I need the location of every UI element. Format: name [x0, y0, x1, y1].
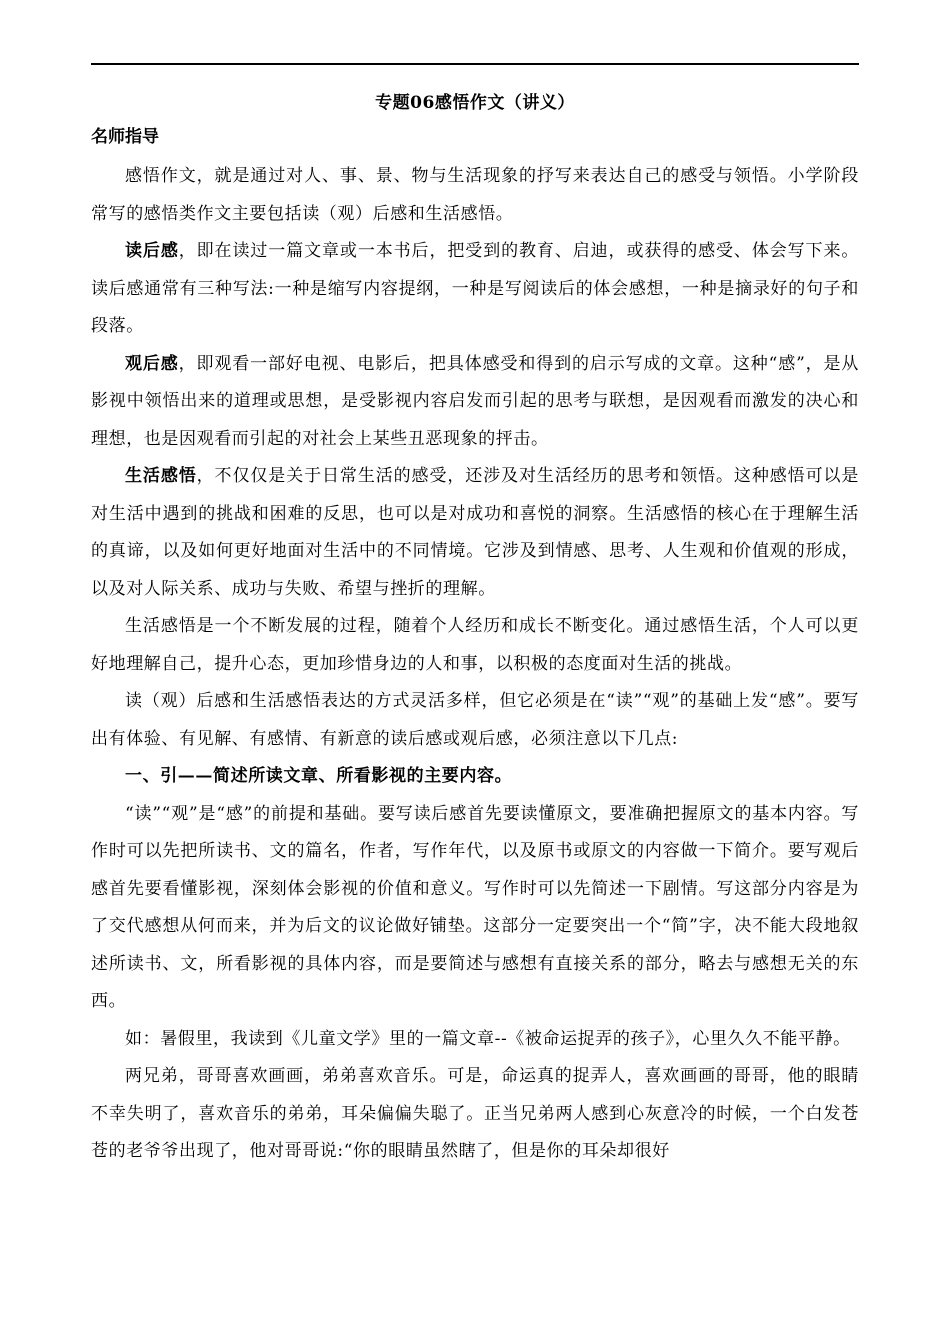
section-label: 名师指导	[91, 127, 159, 147]
paragraph-text: 如：暑假里，我读到《儿童文学》里的一篇文章--《被命运捉弄的孩子》，心里久久不能平静。	[125, 1028, 851, 1049]
term-label: 观后感	[125, 353, 179, 374]
paragraph-expression	[91, 683, 859, 758]
document-title: 专题06感悟作文（讲义）	[375, 93, 575, 113]
term-label: 读后感	[125, 241, 179, 261]
paragraph-intro	[91, 158, 859, 233]
subheading-summary	[91, 758, 859, 796]
header-rule	[91, 63, 859, 65]
paragraph-life-insight	[91, 458, 859, 608]
paragraph-text: ，即在读过一篇文章或一本书后，把受到的教育、启迪，或获得的感受、体会写下来。读后感通常有三种写法:一种是缩写内容提纲，一种是写阅读后的体会感想，一种是摘录好的句子和段落。	[91, 241, 859, 336]
paragraph-text: ，即观看一部好电视、电影后，把具体感受和得到的启示写成的文章。这种“感”，是从影视中领悟出来的道理或思想，是受影视内容启发而引起的思考与联想，是因观看而激发的决心和理想，也是因观看而引起的对社会上某些丑恶现象的抨击。	[91, 353, 859, 449]
subheading-text: 一、引——简述所读文章、所看影视的主要内容。	[125, 766, 513, 786]
paragraph-text: 读（观）后感和生活感悟表达的方式灵活多样，但它必须是在“读”“观”的基础上发“感”。要写出有体验、有见解、有感情、有新意的读后感或观后感，必须注意以下几点:	[91, 691, 859, 749]
paragraph-story	[91, 1058, 859, 1171]
paragraph-reading-reflection	[91, 233, 859, 346]
paragraph-text: 感悟作文，就是通过对人、事、景、物与生活现象的抒写来表达自己的感受与领悟。小学阶段常写的感悟类作文主要包括读（观）后感和生活感悟。	[91, 166, 859, 224]
paragraph-summary-guide	[91, 796, 859, 1021]
document-body	[91, 88, 859, 1171]
paragraph-text: ，不仅仅是关于日常生活的感受，还涉及对生活经历的思考和领悟。这种感悟可以是对生活中遇到的挑战和困难的反思，也可以是对成功和喜悦的洞察。生活感悟的核心在于理解生活的真谛，以及如何更好地面对生活中的不同情境。它涉及到情感、思考、人生观和价值观的形成，以及对人际关系、成功与失败、希望与挫折的理解。	[91, 466, 859, 599]
term-label: 生活感悟	[125, 466, 197, 486]
paragraph-viewing-reflection	[91, 346, 859, 459]
paragraph-life-process	[91, 608, 859, 683]
paragraph-text: 两兄弟，哥哥喜欢画画，弟弟喜欢音乐。可是，命运真的捉弄人，喜欢画画的哥哥，他的眼睛不幸失明了，喜欢音乐的弟弟，耳朵偏偏失聪了。正当兄弟两人感到心灰意冷的时候，一个白发苍苍的老爷爷出现了，他对哥哥说:“你的眼睛虽然瞎了，但是你的耳朵却很好	[91, 1066, 859, 1161]
paragraph-example	[91, 1021, 859, 1059]
paragraph-text: “读”“观”是“感”的前提和基础。要写读后感首先要读懂原文，要准确把握原文的基本内容。写作时可以先把所读书、文的篇名，作者，写作年代，以及原书或原文的内容做一下简介。要写观后感首先要看懂影视，深刻体会影视的价值和意义。写作时可以先简述一下剧情。写这部分内容是为了交代感想从何而来，并为后文的议论做好铺垫。这部分一定要突出一个“简”字，决不能大段地叙述所读书、文，所看影视的具体内容，而是要简述与感想有直接关系的部分，略去与感想无关的东西。	[91, 803, 859, 1011]
paragraph-text: 生活感悟是一个不断发展的过程，随着个人经历和成长不断变化。通过感悟生活，个人可以更好地理解自己，提升心态，更加珍惜身边的人和事，以积极的态度面对生活的挑战。	[91, 616, 859, 674]
